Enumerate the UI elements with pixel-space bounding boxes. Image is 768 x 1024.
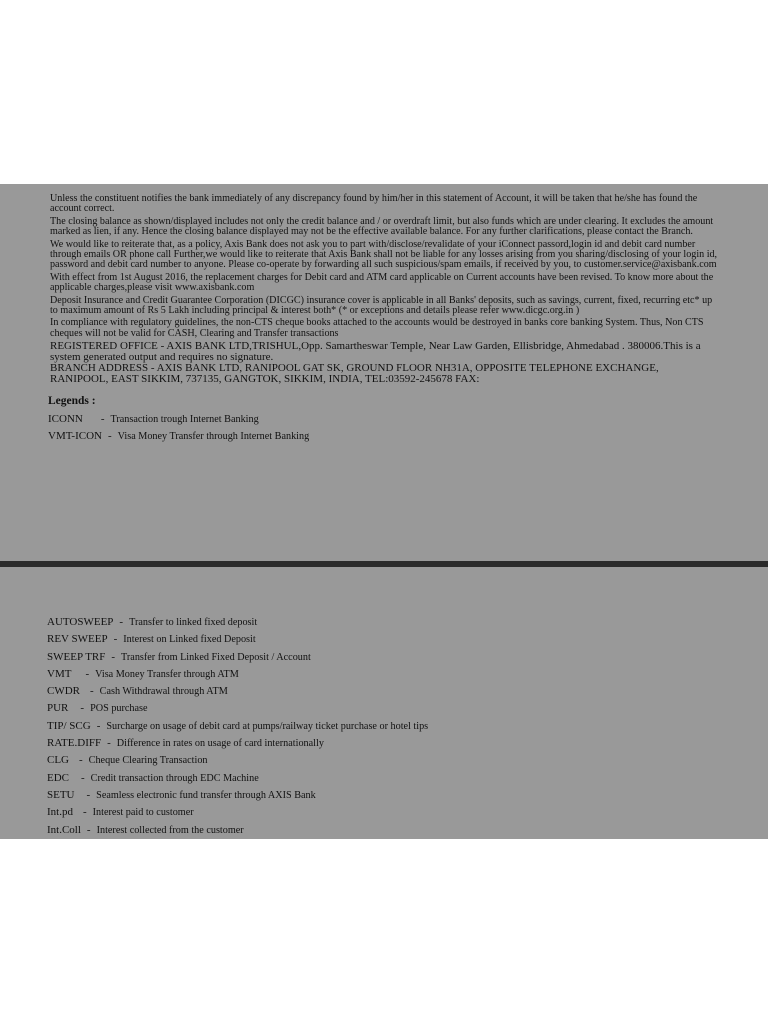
legend-code: CWDR bbox=[47, 685, 80, 698]
legend-code: EDC bbox=[47, 771, 69, 784]
legend-separator: - bbox=[79, 754, 83, 767]
statement-page-2 bbox=[0, 567, 768, 839]
statement-page-1 bbox=[0, 184, 768, 561]
legend-row bbox=[47, 735, 728, 752]
legend-description: Transfer to linked fixed deposit bbox=[129, 617, 258, 628]
legend-row bbox=[47, 614, 728, 631]
legend-code: SETU bbox=[47, 788, 75, 801]
legend-code: VMT bbox=[47, 667, 72, 680]
legend-separator: - bbox=[108, 430, 112, 443]
legend-code: ICONN bbox=[48, 413, 83, 426]
legend-description: POS purchase bbox=[90, 703, 148, 715]
notice-dicgc-insurance: Deposit Insurance and Credit Guarantee Corporation (DICGC) insurance cover is applicable in all Banks' deposits, such as savings, current, fixed, recurring etc* up to maximum amount of Rs 5 Lakh including principal & interest both* (* or exceptions and details please refer www.dicgc.org.in ) bbox=[50, 294, 713, 317]
legend-code: PUR bbox=[47, 702, 69, 715]
legend-row bbox=[47, 787, 728, 804]
legend-separator: - bbox=[82, 806, 87, 819]
legend-description: Transfer from Linked Fixed Deposit / Account bbox=[121, 651, 311, 663]
legend-row bbox=[48, 411, 718, 428]
legend-separator: - bbox=[113, 633, 118, 646]
legend-description: Surcharge on usage of debit card at pumps/railway ticket purchase or hotel tips bbox=[106, 720, 429, 732]
legend-code: VMT-ICON bbox=[48, 430, 102, 443]
registered-office: REGISTERED OFFICE - AXIS BANK LTD,TRISHUL,Opp. Samartheswar Temple, Near Law Garden, Ellisbridge, Ahmedabad . 380006.This is a system generated output and requires no signature. bbox=[50, 340, 701, 364]
legend-code: RATE.DIFF bbox=[47, 737, 102, 750]
legend-row bbox=[47, 804, 728, 821]
legend-row bbox=[47, 700, 728, 717]
legend-separator: - bbox=[85, 667, 90, 680]
legend-separator: - bbox=[100, 413, 105, 426]
disclaimer-security-policy: We would like to reiterate that, as a policy, Axis Bank does not ask you to part with/disclose/revalidate of your iConnect passord,login id and debit card number through emails OR phone call Further,we would like to reiterate that Axis Bank shall not be liable for any losses arising from you sharing/disclosing of your login id, password and debit card number to anyone. Please co-operate by forwarding all such suspicious/spam emails, if received by you, to customer.service@axisbank.com bbox=[50, 238, 718, 271]
legend-row bbox=[47, 649, 728, 666]
legend-separator: - bbox=[119, 616, 124, 628]
legend-description: Seamless electronic fund transfer through AXIS Bank bbox=[96, 789, 316, 801]
legend-row bbox=[47, 683, 728, 700]
legend-separator: - bbox=[86, 823, 91, 836]
legend-code: TIP/ SCG bbox=[47, 719, 91, 732]
legend-description: Visa Money Transfer through ATM bbox=[95, 668, 239, 680]
legend-description: Difference in rates on usage of card internationally bbox=[116, 738, 324, 750]
legend-code: SWEEP TRF bbox=[47, 650, 106, 663]
legend-separator: - bbox=[86, 788, 91, 801]
legend-row bbox=[47, 822, 728, 839]
legend-description: Cash Withdrawal through ATM bbox=[99, 686, 228, 698]
legend-description: Interest on Linked fixed Deposit bbox=[123, 634, 256, 646]
legend-separator: - bbox=[81, 771, 85, 784]
legend-row bbox=[47, 666, 728, 683]
legend-code: AUTOSWEEP bbox=[47, 616, 114, 628]
legend-description: Credit transaction through EDC Machine bbox=[90, 772, 259, 784]
legend-description: Visa Money Transfer through Internet Banking bbox=[117, 431, 310, 443]
legend-code: Int.pd bbox=[47, 806, 73, 819]
legend-description: Interest paid to customer bbox=[92, 807, 194, 819]
disclaimer-closing-balance: The closing balance as shown/displayed includes not only the credit balance and / or overdraft limit, but also funds which are under clearing. It excludes the amount marked as lien, if any. Hence the closing balance displayed may not be the effective available balance. For any further clarifications, please contact the Branch. bbox=[50, 215, 714, 238]
legend-code: Int.Coll bbox=[47, 823, 81, 836]
legend-separator: - bbox=[111, 650, 116, 663]
branch-address: BRANCH ADDRESS - AXIS BANK LTD, RANIPOOL GAT SK, GROUND FLOOR NH31A, OPPOSITE TELEPHONE EXCHANGE, RANIPOOL, EAST SIKKIM, 737135, GANGTOK, SIKKIM, INDIA, TEL:03592-245678 FAX: bbox=[50, 362, 659, 386]
notice-non-cts-cheques: In compliance with regulatory guidelines, the non-CTS cheque books attached to the accounts would be destroyed in banks core banking System. Thus, Non CTS cheques will not be valid for CASH, Clearing and Transfer transactions bbox=[50, 317, 704, 339]
legend-code: CLG bbox=[47, 754, 69, 767]
legend-separator: - bbox=[80, 702, 85, 715]
legend-row bbox=[47, 752, 728, 769]
legend-separator: - bbox=[107, 737, 111, 750]
legends-heading: Legends : bbox=[48, 395, 96, 408]
legend-description: Transaction trough Internet Banking bbox=[110, 414, 259, 426]
legend-separator: - bbox=[96, 719, 101, 732]
legend-row bbox=[47, 718, 728, 735]
legend-row bbox=[48, 428, 718, 445]
disclaimer-discrepancy: Unless the constituent notifies the bank immediately of any discrepancy found by him/her in this statement of Account, it will be taken that he/she has found the account correct. bbox=[50, 193, 698, 215]
legend-row bbox=[47, 770, 728, 787]
legend-row bbox=[47, 631, 728, 648]
legend-code: REV SWEEP bbox=[47, 633, 108, 646]
notice-replacement-charges: With effect from 1st August 2016, the replacement charges for Debit card and ATM card applicable on Current accounts have been revised. To know more about the applicable charges,please visit www.axisbank.com bbox=[50, 271, 714, 294]
legend-separator: - bbox=[90, 685, 94, 698]
legend-description: Cheque Clearing Transaction bbox=[88, 755, 208, 767]
legend-description: Interest collected from the customer bbox=[96, 824, 244, 836]
